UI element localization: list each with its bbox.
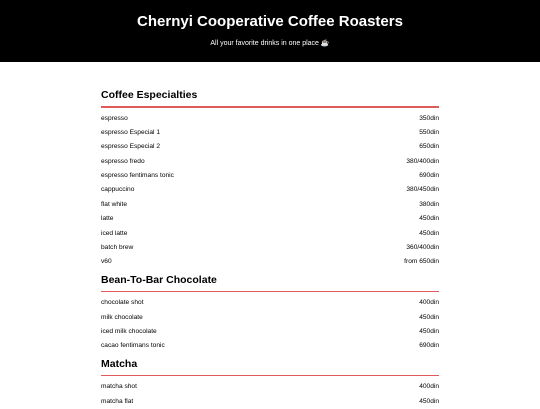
item-name: matcha shot (101, 383, 137, 391)
item-name: espresso Especial 2 (101, 143, 161, 151)
item-name: flat white (101, 200, 128, 208)
menu-item (101, 227, 439, 241)
item-name: cappuccino (101, 186, 135, 194)
menu-item (101, 380, 439, 394)
item-price: 380/400din (406, 157, 439, 165)
item-name: batch brew (101, 244, 134, 252)
menu-item (101, 155, 439, 169)
item-name: chocolate shot (101, 299, 144, 307)
item-name: espresso fredo (101, 157, 145, 165)
item-price: 450din (419, 229, 439, 237)
section-divider (101, 291, 439, 293)
item-name: v60 (101, 258, 112, 266)
menu-item (101, 212, 439, 226)
item-price: 450din (419, 328, 439, 336)
item-price: 380/450din (406, 186, 439, 194)
page-tagline: All your favorite drinks in one place ☕ (210, 40, 330, 47)
item-name: espresso (101, 114, 128, 122)
item-price: 450din (419, 397, 439, 405)
menu-item (101, 241, 439, 255)
item-price: from 650din (404, 258, 439, 266)
item-price: 400din (419, 299, 439, 307)
section-title: Matcha (101, 357, 138, 370)
menu-item (101, 339, 439, 353)
item-price: 690din (419, 342, 439, 350)
item-name: milk chocolate (101, 313, 143, 321)
menu-item (101, 198, 439, 212)
menu-item (101, 126, 439, 140)
item-name: espresso fentimans tonic (101, 172, 174, 180)
section-title: Coffee Especialties (101, 89, 198, 101)
menu (101, 88, 439, 409)
menu-item (101, 325, 439, 339)
page-header (0, 0, 540, 62)
menu-item (101, 183, 439, 197)
item-price: 450din (419, 215, 439, 223)
item-price: 400din (419, 383, 439, 391)
item-name: iced latte (101, 229, 128, 237)
menu-item (101, 296, 439, 310)
item-name: latte (101, 215, 114, 223)
menu-section-matcha (101, 357, 439, 409)
section-divider (101, 106, 439, 108)
item-name: espresso Especial 1 (101, 128, 161, 136)
item-price: 690din (419, 172, 439, 180)
item-name: iced milk chocolate (101, 328, 157, 336)
menu-item (101, 311, 439, 325)
section-title: Bean-To-Bar Chocolate (101, 273, 217, 286)
menu-section-chocolate (101, 273, 439, 354)
menu-section-coffee (101, 88, 439, 270)
menu-item (101, 395, 439, 409)
item-price: 450din (419, 313, 439, 321)
item-name: cacao fentimans tonic (101, 342, 165, 350)
item-price: 380din (419, 200, 439, 208)
item-name: matcha flat (101, 397, 134, 405)
item-price: 350din (419, 114, 439, 122)
page-title: Chernyi Cooperative Coffee Roasters (137, 13, 403, 30)
item-price: 650din (419, 143, 439, 151)
menu-item (101, 255, 439, 269)
section-divider (101, 375, 439, 377)
item-price: 360/400din (406, 244, 439, 252)
menu-item (101, 140, 439, 154)
menu-item (101, 169, 439, 183)
menu-item (101, 112, 439, 126)
item-price: 550din (419, 128, 439, 136)
